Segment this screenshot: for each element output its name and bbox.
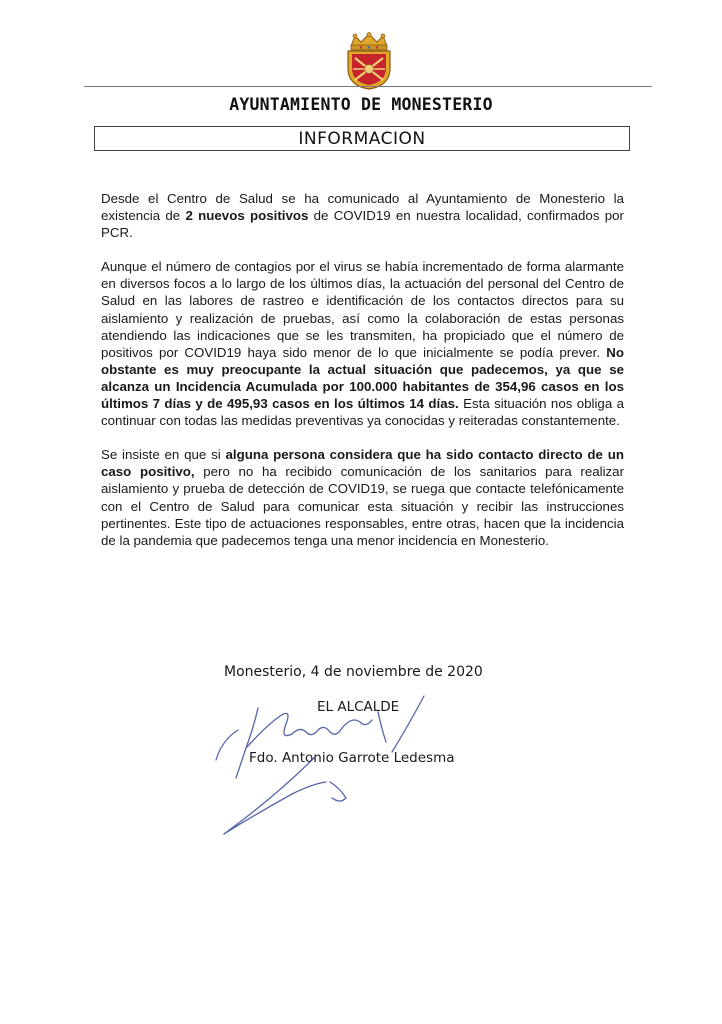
town-coat-of-arms-icon [343,32,395,90]
header-divider [84,86,652,87]
paragraph-contact-instructions: Se insiste en que si alguna persona considera que ha sido contacto directo de un caso positivo, pero no ha recibido comunicación de los sanitarios para realizar aislamiento y prueba de detección de COVID19, se ruega que contacte telefónicamente con el Centro de Salud para comunicar esta situación y recibir las instrucciones pertinentes. Este tipo de actuaciones responsables, entre otras, hacen que la incidencia de la pandemia que padecemos tenga una menor incidencia en Monesterio. [101,447,624,548]
notice-body [101,190,624,566]
mayor-title: EL ALCALDE [317,699,400,715]
info-banner [94,126,630,151]
paragraph-new-cases: Desde el Centro de Salud se ha comunicado al Ayuntamiento de Monesterio la existencia de 2 nuevos positivos de COVID19 en nuestra localidad, confirmados por PCR. [101,191,624,241]
town-hall-title: AYUNTAMIENTO DE MONESTERIO [229,95,493,114]
paragraph-incidence: Aunque el número de contagios por el virus se había incrementado de forma alarmante en diversos focos a lo largo de los últimos días, la actuación del personal del Centro de Salud en las labores de rastreo e identificación de los contactos directos para su aislamiento y realización de pruebas, así como la colaboración de estas personas atendiendo las indicaciones que se les transmiten, ha propiciado que el número de positivos por COVID19 haya sido menor de lo que inicialmente se podía prever. No obstante es muy preocupante la actual situación que padecemos, ya que se alcanza un Incidencia Acumulada por 100.000 habitantes de 354,96 casos en los últimos 7 días y de 495,93 casos en los últimos 14 días. Esta situación nos obliga a continuar con todas las medidas preventivas ya conocidas y reiteradas constantemente. [101,259,624,429]
info-banner-title: INFORMACION [298,129,426,149]
signatory-name: Fdo. Antonio Garrote Ledesma [249,750,455,766]
place-and-date: Monesterio, 4 de noviembre de 2020 [224,664,483,680]
